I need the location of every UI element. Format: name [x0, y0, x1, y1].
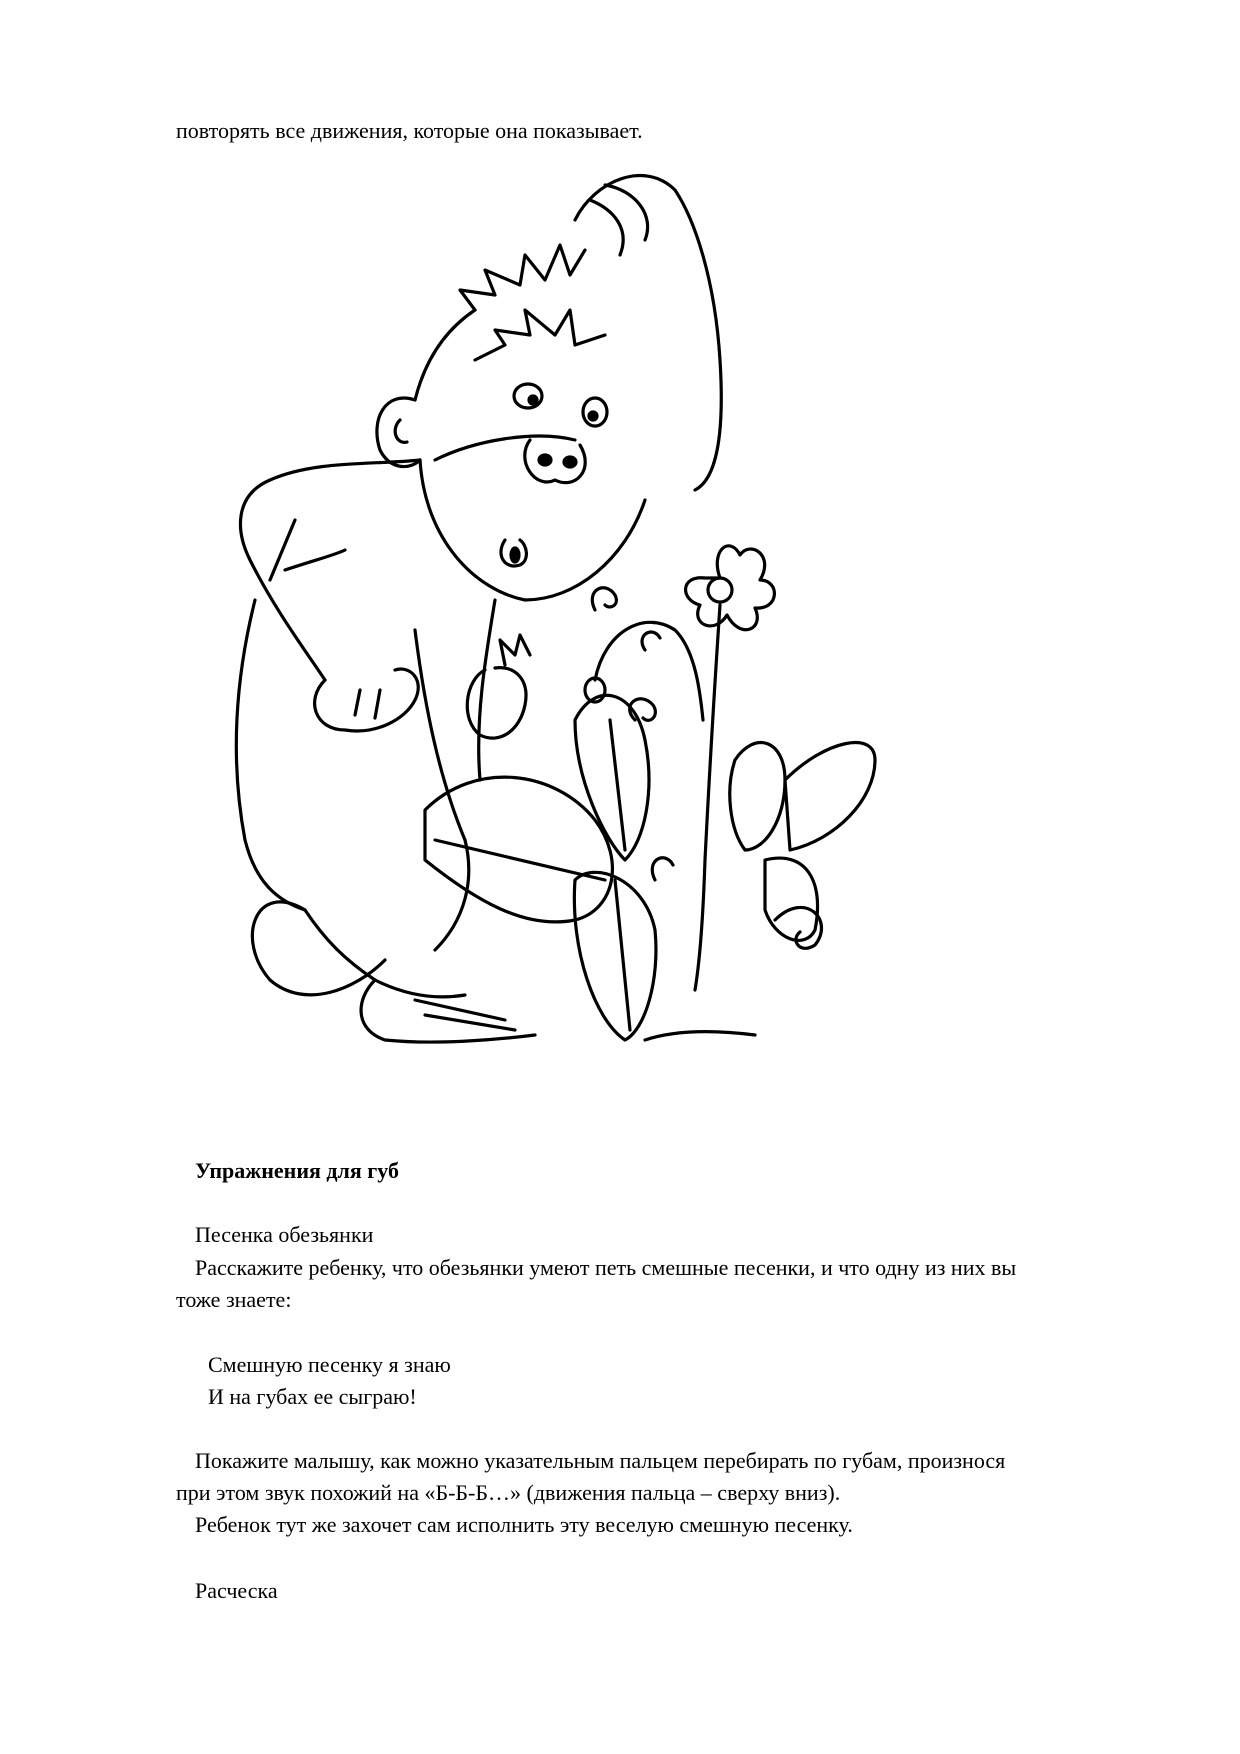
monkey-illustration — [175, 160, 945, 1110]
paragraph-2-line-2: при этом звук похожий на «Б-Б-Б…» (движения пальца – сверху вниз). — [176, 1480, 841, 1505]
intro-text: повторять все движения, которые она показывает. — [176, 118, 643, 143]
paragraph-2-line-3: Ребенок тут же захочет сам исполнить эту веселую смешную песенку. — [195, 1512, 853, 1537]
paragraph-1-line-2: тоже знаете: — [176, 1287, 292, 1312]
section-heading: Упражнения для губ — [195, 1158, 399, 1183]
poem-line-2: И на губах ее сыграю! — [208, 1384, 417, 1409]
paragraph-1-line-1: Расскажите ребенку, что обезьянки умеют петь смешные песенки, и что одну из них вы — [195, 1255, 1017, 1280]
poem-line-1: Смешную песенку я знаю — [208, 1352, 451, 1377]
exercise-title: Песенка обезьянки — [195, 1222, 374, 1247]
next-exercise-title: Расческа — [195, 1578, 278, 1603]
paragraph-2-line-1: Покажите малышу, как можно указательным пальцем перебирать по губам, произнося — [195, 1448, 1006, 1473]
